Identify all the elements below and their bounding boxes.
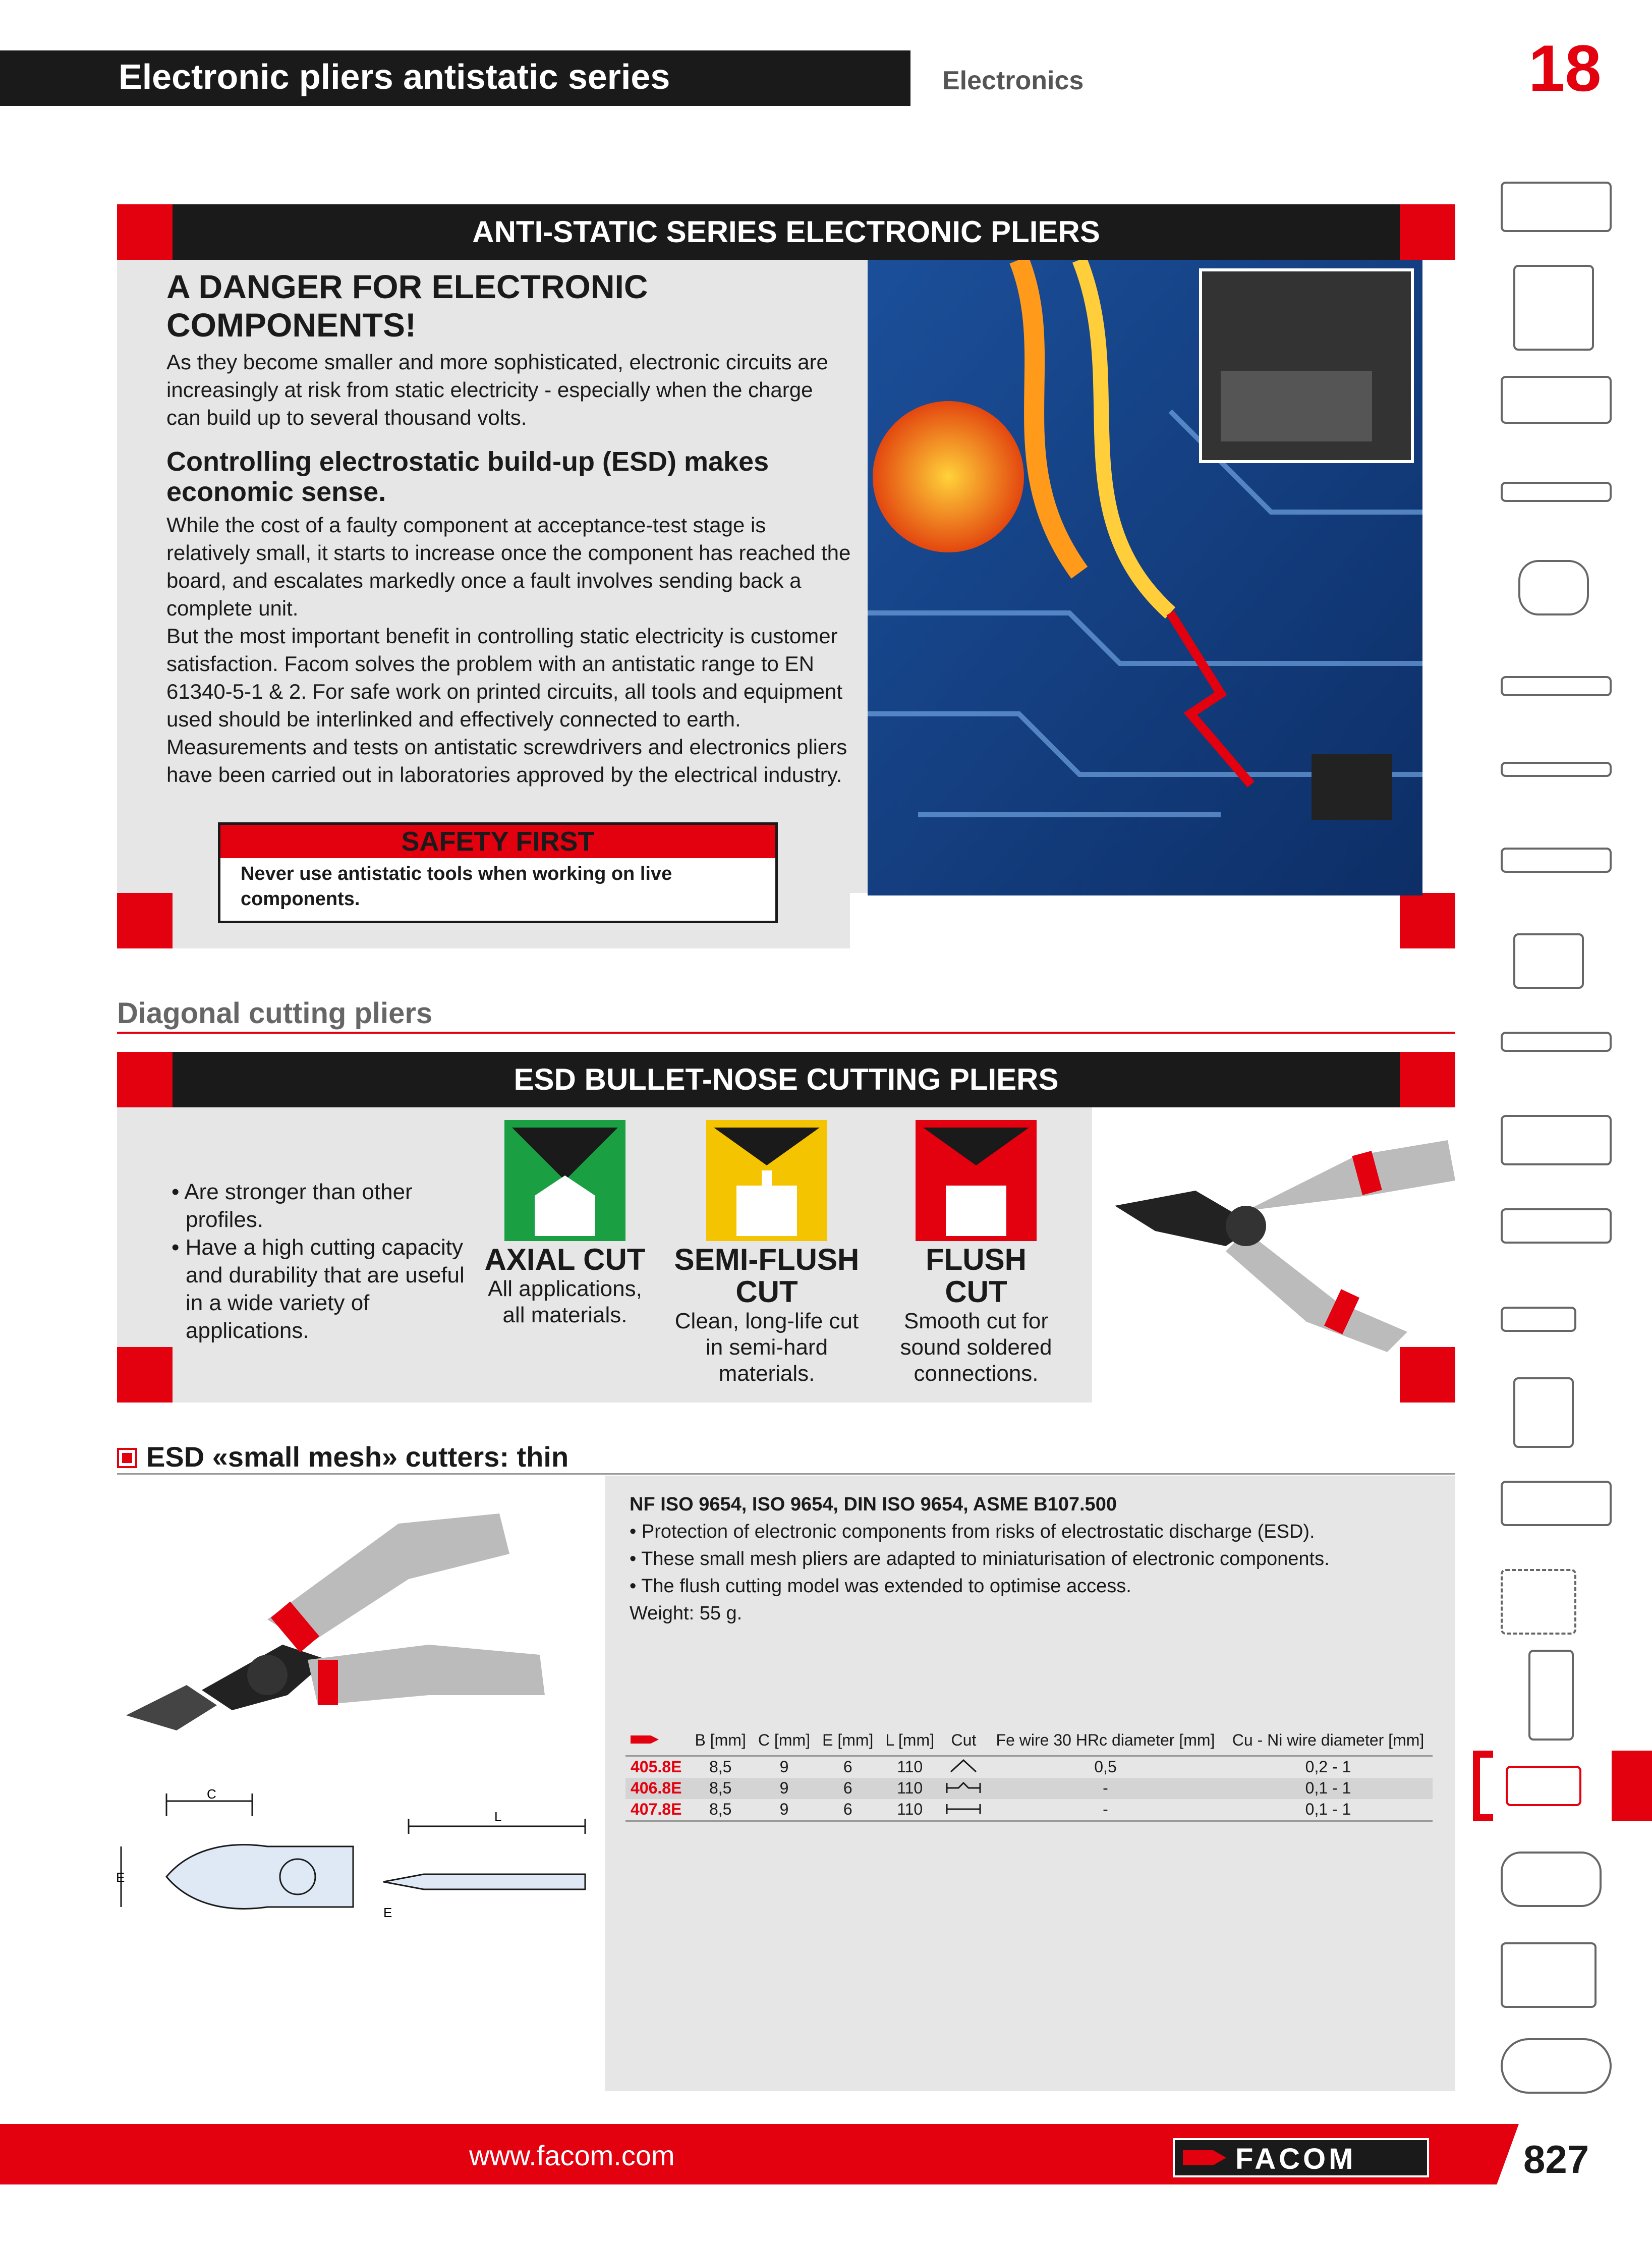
cut-title: FLUSH CUT: [926, 1243, 1027, 1309]
small-mesh-cutters-image: [116, 1493, 570, 1730]
cut-desc: Clean, long-life cut in semi-hard materials.: [674, 1309, 859, 1386]
col-header: B [mm]: [695, 1730, 746, 1749]
axial-cut-icon: [504, 1120, 625, 1241]
bullet-text: Have a high cutting capacity and durability that are useful in a wide variety of applications.: [185, 1235, 465, 1343]
cell: 9: [779, 1758, 789, 1776]
cell: 110: [897, 1800, 923, 1818]
cell: 0,1 - 1: [1305, 1800, 1351, 1818]
facom-logo: [1173, 2138, 1429, 2177]
esd-body-1: While the cost of a faulty component at acceptance-test stage is relatively small, it starts to increase once the component has reached the board, and escalates markedly once a fault involves sending back a complete unit.: [166, 513, 851, 620]
page-title: Electronic pliers antistatic series: [119, 57, 670, 96]
esd-body-2: But the most important benefit in controlling static electricity is customer satisfaction. Facom solves the problem with an antistatic range to EN 61340-5-1 & 2. For safe work on printed circuits, all tools and equipment used should be interlinked and effectively connected to earth. Measurements and tests on antistatic screwdrivers and electronics pliers have been carried out in laboratories approved by the electrical industry.: [166, 624, 847, 787]
cell: 8,5: [709, 1758, 732, 1776]
product-standards: NF ISO 9654, ISO 9654, DIN ISO 9654, ASME B107.500: [630, 1494, 1117, 1515]
ref-cell: 407.8E: [631, 1800, 682, 1818]
corner-marker: [1400, 204, 1455, 260]
bullet-text: Are stronger than other profiles.: [184, 1180, 413, 1232]
safety-title: SAFETY FIRST: [220, 825, 775, 858]
airplane-icon[interactable]: [1501, 2038, 1612, 2094]
cell: 6: [843, 1758, 852, 1776]
product-feature: • The flush cutting model was extended to optimise access.: [630, 1576, 1131, 1597]
semi-flush-cut-icon: [940, 1778, 987, 1799]
impact-wrench-icon[interactable]: [1513, 1377, 1574, 1448]
table-row: [625, 1778, 1433, 1799]
ref-cell: 406.8E: [631, 1779, 682, 1797]
flush-cut-icon: [916, 1120, 1037, 1241]
table-row: [625, 1756, 1433, 1778]
bullet-list: [172, 1178, 484, 1344]
active-section-tab: [1612, 1751, 1652, 1821]
tool-case-icon[interactable]: [1501, 376, 1612, 424]
cell: 110: [897, 1758, 923, 1776]
col-header: Fe wire 30 HRc diameter [mm]: [996, 1730, 1215, 1749]
spec-table: [625, 1725, 1433, 1820]
facom-logo-icon: [1183, 2148, 1228, 2167]
facom-ref-icon: [625, 1725, 689, 1756]
dimension-diagram: [116, 1786, 595, 1937]
danger-intro: As they become smaller and more sophisticated, electronic circuits are increasingly at risk from static electricity - especially when the charge can build up to several thousand volts.: [166, 350, 828, 429]
cell: 0,5: [1094, 1758, 1117, 1776]
safety-box: [218, 822, 778, 923]
cut-flush: [893, 1120, 1059, 1387]
electronics-pliers-icon[interactable]: [1506, 1766, 1581, 1806]
chapter-number: 18: [1528, 31, 1602, 105]
col-header: Cu - Ni wire diameter [mm]: [1232, 1730, 1425, 1749]
table-row: [625, 1799, 1433, 1820]
danger-heading: A DANGER FOR ELECTRONIC COMPONENTS!: [166, 268, 648, 344]
vice-icon[interactable]: [1501, 1481, 1612, 1526]
ratchet-icon[interactable]: [1501, 676, 1612, 696]
section-label: Electronics: [942, 66, 1084, 95]
cut-title: SEMI-FLUSH CUT: [674, 1243, 860, 1309]
cell: 0,1 - 1: [1305, 1779, 1351, 1797]
page-number: 827: [1523, 2137, 1589, 2181]
torque-tool-icon[interactable]: [1501, 1307, 1576, 1332]
antistatic-bar-title: ANTI-STATIC SERIES ELECTRONIC PLIERS: [173, 204, 1400, 260]
product-marker-icon: [117, 1448, 137, 1468]
ref-cell: 405.8E: [631, 1758, 682, 1776]
facom-logo-text: FACOM: [1235, 2143, 1356, 2175]
bullet-item: • Are stronger than other profiles.: [172, 1180, 413, 1232]
product-feature: • Protection of electronic components from risks of electrostatic discharge (ESD).: [630, 1521, 1315, 1542]
product-rule: [117, 1473, 1455, 1475]
truck-icon[interactable]: [1501, 1942, 1597, 2008]
corner-marker: [117, 204, 173, 260]
puller-icon[interactable]: [1501, 1208, 1612, 1244]
screwdriver-icon[interactable]: [1501, 762, 1612, 777]
cell: 8,5: [709, 1779, 732, 1797]
antistatic-text: [166, 267, 852, 789]
circuit-board-photo: [868, 260, 1422, 895]
col-header: C [mm]: [758, 1730, 811, 1749]
cell: 6: [843, 1779, 852, 1797]
toolbox-icon[interactable]: [1501, 182, 1612, 232]
col-header: L [mm]: [885, 1730, 934, 1749]
electrical-breaker-icon[interactable]: [1528, 1650, 1574, 1741]
product-feature: • These small mesh pliers are adapted to miniaturisation of electronic components.: [630, 1548, 1330, 1569]
table-bottom-rule: [625, 1820, 1433, 1822]
cell: 9: [779, 1779, 789, 1797]
cell: 6: [843, 1800, 852, 1818]
product-weight: Weight: 55 g.: [630, 1603, 743, 1624]
active-section-bracket: [1473, 1751, 1493, 1821]
wrench-icon[interactable]: [1501, 482, 1612, 502]
table-header-row: [625, 1725, 1433, 1756]
tape-measure-icon[interactable]: [1513, 933, 1584, 989]
cut-title: AXIAL CUT: [484, 1243, 646, 1276]
pliers-icon[interactable]: [1501, 848, 1612, 873]
spark-icon[interactable]: [1501, 1569, 1576, 1635]
cell: -: [1103, 1779, 1108, 1797]
safety-text: Never use antistatic tools when working on live components.: [241, 863, 672, 910]
cell: 9: [779, 1800, 789, 1818]
cut-axial: [484, 1120, 646, 1328]
spec-table-wrap: [625, 1725, 1433, 1822]
corner-marker: [1400, 1052, 1455, 1107]
socket-icon[interactable]: [1518, 560, 1589, 615]
esd-subheading: Controlling electrostatic build-up (ESD) makes economic sense.: [166, 446, 769, 507]
bullet-item: • Have a high cutting capacity and durability that are useful in a wide variety of applications.: [172, 1235, 465, 1343]
col-header: Cut: [951, 1730, 977, 1749]
corner-marker: [117, 1052, 173, 1107]
cell: 0,2 - 1: [1305, 1758, 1351, 1776]
dimension-e-label-2: E: [383, 1905, 392, 1920]
corner-marker: [1400, 893, 1455, 948]
cut-desc: Smooth cut for sound soldered connections.: [900, 1309, 1052, 1386]
col-header: E [mm]: [822, 1730, 874, 1749]
flush-cut-icon: [940, 1799, 987, 1820]
axial-cut-icon: [940, 1756, 987, 1778]
car-icon[interactable]: [1501, 1852, 1602, 1907]
semi-flush-cut-icon: [706, 1120, 827, 1241]
dimension-l-label: L: [494, 1809, 502, 1824]
corner-marker: [1400, 1347, 1455, 1403]
cell: 110: [897, 1779, 923, 1797]
hacksaw-icon[interactable]: [1501, 1115, 1612, 1165]
tool-cabinet-icon[interactable]: [1513, 265, 1594, 351]
cell: -: [1103, 1800, 1108, 1818]
section-rule: [117, 1032, 1455, 1034]
cell: 8,5: [709, 1800, 732, 1818]
footer-url[interactable]: www.facom.com: [469, 2140, 675, 2171]
bullet-nose-pliers-image: [1095, 1110, 1455, 1352]
dimension-c-label: C: [207, 1786, 216, 1802]
cut-desc: All applications, all materials.: [488, 1276, 642, 1327]
hammer-icon[interactable]: [1501, 1032, 1612, 1052]
corner-marker: [117, 893, 173, 948]
corner-marker: [117, 1347, 173, 1403]
bullet-nose-bar-title: ESD BULLET-NOSE CUTTING PLIERS: [173, 1052, 1400, 1107]
product-title: ESD «small mesh» cutters: thin: [146, 1441, 569, 1473]
diagonal-section-title: Diagonal cutting pliers: [117, 997, 433, 1030]
cut-semi-flush: [671, 1120, 863, 1387]
product-description: [630, 1491, 1437, 1627]
dimension-e-label: E: [116, 1870, 125, 1885]
